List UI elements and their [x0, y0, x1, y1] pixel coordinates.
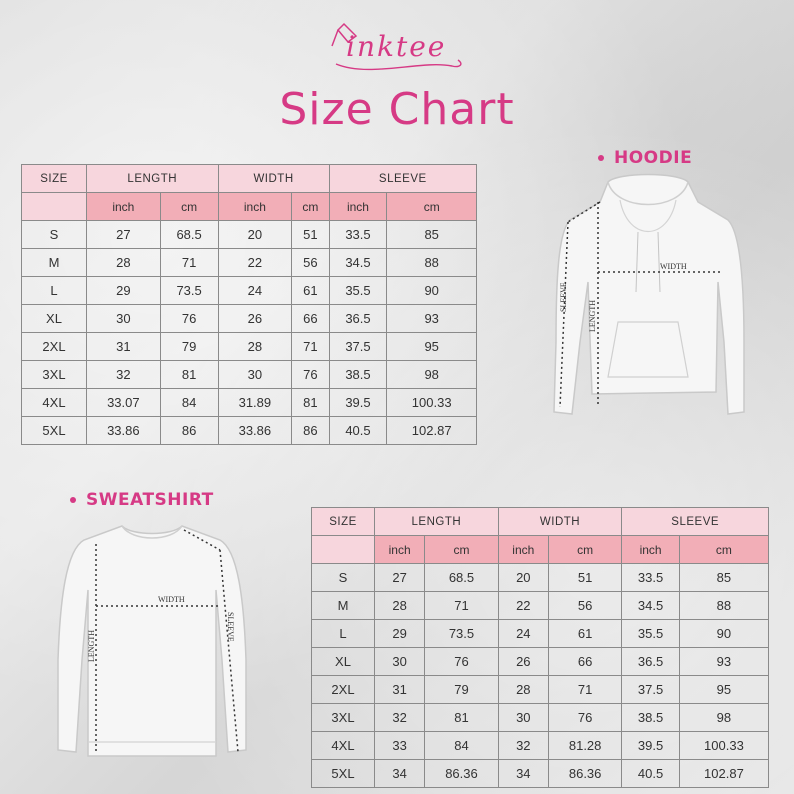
value-cell: 81	[425, 704, 498, 732]
value-cell: 30	[498, 704, 548, 732]
value-cell: 76	[548, 704, 621, 732]
value-cell: 31	[375, 676, 425, 704]
value-cell: 32	[375, 704, 425, 732]
unit-inch: inch	[622, 536, 680, 564]
size-header: SIZE	[312, 508, 375, 536]
size-cell: 3XL	[312, 704, 375, 732]
bullet-icon	[70, 497, 76, 503]
value-cell: 86.36	[548, 760, 621, 788]
value-cell: 34.5	[329, 249, 387, 277]
value-cell: 90	[679, 620, 768, 648]
value-cell: 88	[387, 249, 477, 277]
value-cell: 30	[218, 361, 292, 389]
header-row	[22, 165, 477, 193]
size-cell: 5XL	[312, 760, 375, 788]
value-cell: 34	[498, 760, 548, 788]
sleeve-mark-label: SLEEVE	[226, 612, 235, 642]
size-cell: L	[22, 277, 87, 305]
value-cell: 56	[548, 592, 621, 620]
unit-row	[22, 193, 477, 221]
value-cell: 51	[292, 221, 329, 249]
value-cell: 30	[87, 305, 161, 333]
value-cell: 32	[498, 732, 548, 760]
value-cell: 81	[292, 389, 329, 417]
value-cell: 29	[87, 277, 161, 305]
value-cell: 33.86	[218, 417, 292, 445]
table-row	[312, 564, 769, 592]
size-cell: XL	[312, 648, 375, 676]
size-cell: 2XL	[22, 333, 87, 361]
value-cell: 68.5	[425, 564, 498, 592]
value-cell: 76	[425, 648, 498, 676]
value-cell: 24	[218, 277, 292, 305]
value-cell: 71	[548, 676, 621, 704]
value-cell: 76	[292, 361, 329, 389]
value-cell: 86	[292, 417, 329, 445]
value-cell: 98	[679, 704, 768, 732]
value-cell: 31.89	[218, 389, 292, 417]
value-cell: 33.5	[329, 221, 387, 249]
value-cell: 22	[498, 592, 548, 620]
value-cell: 100.33	[679, 732, 768, 760]
value-cell: 38.5	[329, 361, 387, 389]
table-row	[22, 221, 477, 249]
value-cell: 35.5	[622, 620, 680, 648]
value-cell: 33.86	[87, 417, 161, 445]
unit-inch: inch	[375, 536, 425, 564]
hoodie-illustration	[548, 172, 748, 422]
value-cell: 81	[160, 361, 218, 389]
table-row	[22, 277, 477, 305]
sleeve-mark-label: SLEEVE	[559, 282, 568, 312]
value-cell: 22	[218, 249, 292, 277]
size-cell: 4XL	[22, 389, 87, 417]
unit-inch: inch	[329, 193, 387, 221]
hoodie-label-text: HOODIE	[614, 148, 693, 168]
brand-name: inktee	[346, 30, 447, 63]
size-cell: M	[22, 249, 87, 277]
page-title: Size Chart	[279, 84, 515, 135]
table-row	[22, 333, 477, 361]
value-cell: 20	[218, 221, 292, 249]
value-cell: 28	[87, 249, 161, 277]
sleeve-header: SLEEVE	[329, 165, 476, 193]
size-header: SIZE	[22, 165, 87, 193]
value-cell: 61	[548, 620, 621, 648]
table-row	[22, 249, 477, 277]
value-cell: 90	[387, 277, 477, 305]
length-mark-label: LENGTH	[588, 300, 597, 332]
value-cell: 34.5	[622, 592, 680, 620]
value-cell: 93	[679, 648, 768, 676]
width-header: WIDTH	[218, 165, 329, 193]
value-cell: 28	[218, 333, 292, 361]
value-cell: 39.5	[329, 389, 387, 417]
table-row	[22, 305, 477, 333]
value-cell: 33.07	[87, 389, 161, 417]
value-cell: 81.28	[548, 732, 621, 760]
unit-cm: cm	[548, 536, 621, 564]
value-cell: 85	[387, 221, 477, 249]
unit-inch: inch	[87, 193, 161, 221]
value-cell: 102.87	[679, 760, 768, 788]
size-cell: 5XL	[22, 417, 87, 445]
value-cell: 33	[375, 732, 425, 760]
value-cell: 85	[679, 564, 768, 592]
table-row	[312, 760, 769, 788]
value-cell: 98	[387, 361, 477, 389]
size-cell: XL	[22, 305, 87, 333]
value-cell: 40.5	[622, 760, 680, 788]
size-cell: 3XL	[22, 361, 87, 389]
value-cell: 84	[425, 732, 498, 760]
value-cell: 79	[160, 333, 218, 361]
value-cell: 35.5	[329, 277, 387, 305]
size-cell: L	[312, 620, 375, 648]
width-mark-label: WIDTH	[158, 595, 185, 604]
table-row	[312, 676, 769, 704]
width-mark-label: WIDTH	[660, 262, 687, 271]
value-cell: 39.5	[622, 732, 680, 760]
header-row	[312, 508, 769, 536]
value-cell: 27	[375, 564, 425, 592]
value-cell: 66	[292, 305, 329, 333]
table-row	[22, 417, 477, 445]
unit-blank	[312, 536, 375, 564]
value-cell: 30	[375, 648, 425, 676]
size-cell: 4XL	[312, 732, 375, 760]
length-header: LENGTH	[87, 165, 219, 193]
value-cell: 71	[292, 333, 329, 361]
value-cell: 71	[160, 249, 218, 277]
value-cell: 28	[498, 676, 548, 704]
table-row	[22, 389, 477, 417]
sweatshirt-size-table	[311, 507, 769, 788]
unit-cm: cm	[679, 536, 768, 564]
value-cell: 37.5	[329, 333, 387, 361]
sweatshirt-label-text: SWEATSHIRT	[86, 490, 214, 510]
value-cell: 95	[679, 676, 768, 704]
value-cell: 40.5	[329, 417, 387, 445]
size-cell: M	[312, 592, 375, 620]
size-cell: S	[22, 221, 87, 249]
bullet-icon	[598, 155, 604, 161]
table-row	[312, 592, 769, 620]
value-cell: 86.36	[425, 760, 498, 788]
value-cell: 26	[498, 648, 548, 676]
sleeve-header: SLEEVE	[622, 508, 769, 536]
value-cell: 36.5	[622, 648, 680, 676]
value-cell: 26	[218, 305, 292, 333]
value-cell: 38.5	[622, 704, 680, 732]
value-cell: 51	[548, 564, 621, 592]
value-cell: 84	[160, 389, 218, 417]
unit-row	[312, 536, 769, 564]
length-mark-label: LENGTH	[87, 630, 96, 662]
value-cell: 29	[375, 620, 425, 648]
value-cell: 32	[87, 361, 161, 389]
value-cell: 20	[498, 564, 548, 592]
value-cell: 66	[548, 648, 621, 676]
value-cell: 93	[387, 305, 477, 333]
value-cell: 34	[375, 760, 425, 788]
table-row	[22, 361, 477, 389]
sweatshirt-label	[70, 490, 214, 510]
value-cell: 31	[87, 333, 161, 361]
unit-cm: cm	[387, 193, 477, 221]
value-cell: 27	[87, 221, 161, 249]
hoodie-label	[598, 148, 692, 168]
unit-cm: cm	[160, 193, 218, 221]
length-header: LENGTH	[375, 508, 499, 536]
value-cell: 95	[387, 333, 477, 361]
table-row	[312, 732, 769, 760]
unit-inch: inch	[218, 193, 292, 221]
value-cell: 71	[425, 592, 498, 620]
value-cell: 86	[160, 417, 218, 445]
table-row	[312, 648, 769, 676]
width-header: WIDTH	[498, 508, 622, 536]
value-cell: 88	[679, 592, 768, 620]
value-cell: 73.5	[425, 620, 498, 648]
unit-cm: cm	[425, 536, 498, 564]
size-cell: 2XL	[312, 676, 375, 704]
value-cell: 100.33	[387, 389, 477, 417]
table-row	[312, 704, 769, 732]
unit-blank	[22, 193, 87, 221]
value-cell: 56	[292, 249, 329, 277]
value-cell: 37.5	[622, 676, 680, 704]
unit-cm: cm	[292, 193, 329, 221]
sweatshirt-illustration	[52, 520, 252, 765]
value-cell: 28	[375, 592, 425, 620]
value-cell: 33.5	[622, 564, 680, 592]
hoodie-size-table	[21, 164, 477, 445]
value-cell: 36.5	[329, 305, 387, 333]
value-cell: 68.5	[160, 221, 218, 249]
value-cell: 61	[292, 277, 329, 305]
value-cell: 102.87	[387, 417, 477, 445]
size-cell: S	[312, 564, 375, 592]
value-cell: 79	[425, 676, 498, 704]
value-cell: 24	[498, 620, 548, 648]
table-row	[312, 620, 769, 648]
value-cell: 76	[160, 305, 218, 333]
value-cell: 73.5	[160, 277, 218, 305]
unit-inch: inch	[498, 536, 548, 564]
